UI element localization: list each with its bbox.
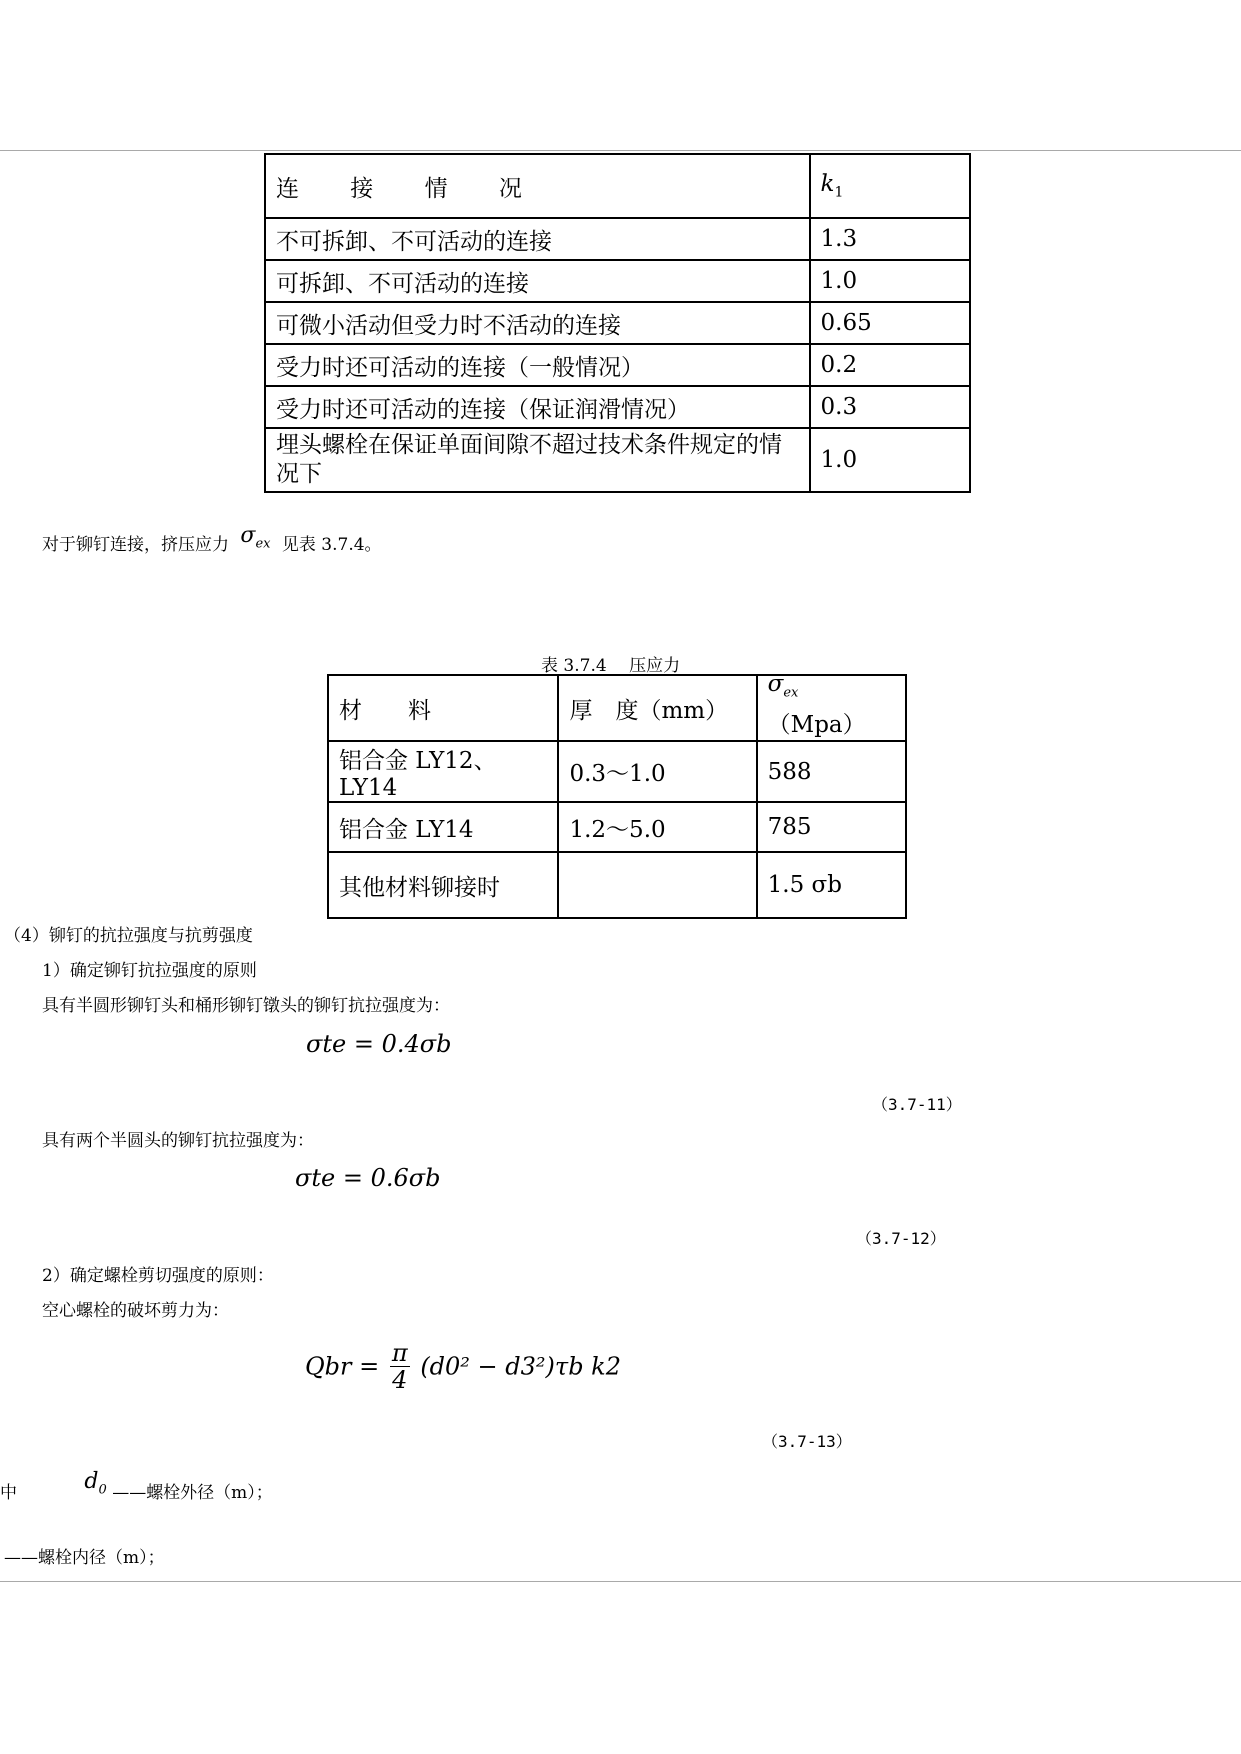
material-cell: 铝合金 LY12、LY14 xyxy=(328,741,558,802)
rivet-paragraph: 对于铆钉连接，挤压应力 $\sigma_{ex}$ 见表 3.7.4。 xyxy=(42,523,382,555)
definition-d3: ——螺栓内径（m）； xyxy=(4,1548,165,1568)
paragraph: 具有两个半圆头的铆钉抗拉强度为： xyxy=(42,1131,314,1151)
subsection-heading: 2）确定螺栓剪切强度的原则： xyxy=(42,1266,274,1286)
equation-3-7-12: σte = 0.6σb xyxy=(295,1164,441,1192)
condition-cell: 受力时还可活动的连接（一般情况） xyxy=(265,344,810,386)
k1-cell: 1.3 xyxy=(810,218,971,260)
table-header-row xyxy=(265,154,970,218)
equation-3-7-13: Qbr = $\frac{\pi}{4}$ (d0² − d3²)τb k2 xyxy=(305,1339,621,1394)
compressive-stress-table xyxy=(327,670,907,919)
header-condition: 连 接 情 况 xyxy=(265,154,810,218)
equation-3-7-11: σte = 0.4σb xyxy=(306,1030,452,1058)
condition-cell: 可微小活动但受力时不活动的连接 xyxy=(265,302,810,344)
k1-cell: 0.3 xyxy=(810,386,971,428)
table-row xyxy=(265,302,970,344)
table-caption: 表 3.7.4 压应力 xyxy=(541,656,681,676)
table-row xyxy=(265,218,970,260)
connection-coefficient-table xyxy=(264,153,971,493)
table-row xyxy=(265,260,970,302)
stress-cell: 785 xyxy=(757,802,906,852)
equation-number: （3.7-11） xyxy=(872,1095,962,1114)
k1-cell: 1.0 xyxy=(810,260,971,302)
material-cell: 铝合金 LY14 xyxy=(328,802,558,852)
table-row xyxy=(265,386,970,428)
thickness-cell xyxy=(558,852,756,918)
top-rule xyxy=(0,150,1241,151)
d0-symbol: $d_0$ xyxy=(84,1469,107,1498)
table-row xyxy=(265,428,970,492)
table-header-row xyxy=(328,675,906,741)
header-material: 材 料 xyxy=(328,675,558,741)
material-cell: 其他材料铆接时 xyxy=(328,852,558,918)
condition-cell: 受力时还可活动的连接（保证润滑情况） xyxy=(265,386,810,428)
k1-cell: 0.2 xyxy=(810,344,971,386)
paragraph: 具有半圆形铆钉头和桶形铆钉镦头的铆钉抗拉强度为： xyxy=(42,996,450,1016)
table-row xyxy=(328,852,906,918)
bottom-rule xyxy=(0,1581,1241,1582)
condition-cell: 不可拆卸、不可活动的连接 xyxy=(265,218,810,260)
table-row xyxy=(265,344,970,386)
header-thickness: 厚 度（mm） xyxy=(558,675,756,741)
fraction: $\frac{\pi}{4}$ xyxy=(391,1339,408,1394)
condition-cell: 可拆卸、不可活动的连接 xyxy=(265,260,810,302)
paragraph: 空心螺栓的破坏剪力为： xyxy=(42,1301,229,1321)
equation-number: （3.7-13） xyxy=(762,1432,852,1451)
equation-number: （3.7-12） xyxy=(856,1229,946,1248)
k1-cell: 1.0 xyxy=(810,428,971,492)
subsection-heading: 1）确定铆钉抗拉强度的原则 xyxy=(42,961,257,981)
table-row xyxy=(328,741,906,802)
header-k1: $k_1$ xyxy=(810,154,971,218)
stress-cell: 588 xyxy=(757,741,906,802)
sigma-ex-symbol: $\sigma_{ex}$ xyxy=(240,523,271,552)
k1-cell: 0.65 xyxy=(810,302,971,344)
section-heading: （4）铆钉的抗拉强度与抗剪强度 xyxy=(4,926,253,946)
thickness-cell: 1.2～5.0 xyxy=(558,802,756,852)
thickness-cell: 0.3～1.0 xyxy=(558,741,756,802)
definition-d0: 中 $d_0$ ——螺栓外径（m）； xyxy=(0,1469,273,1503)
stress-cell: 1.5 σb xyxy=(757,852,906,918)
condition-cell: 埋头螺栓在保证单面间隙不超过技术条件规定的情况下 xyxy=(265,428,810,492)
header-stress: $\sigma_{ex}(Mpa)$ xyxy=(757,675,906,741)
table-row xyxy=(328,802,906,852)
